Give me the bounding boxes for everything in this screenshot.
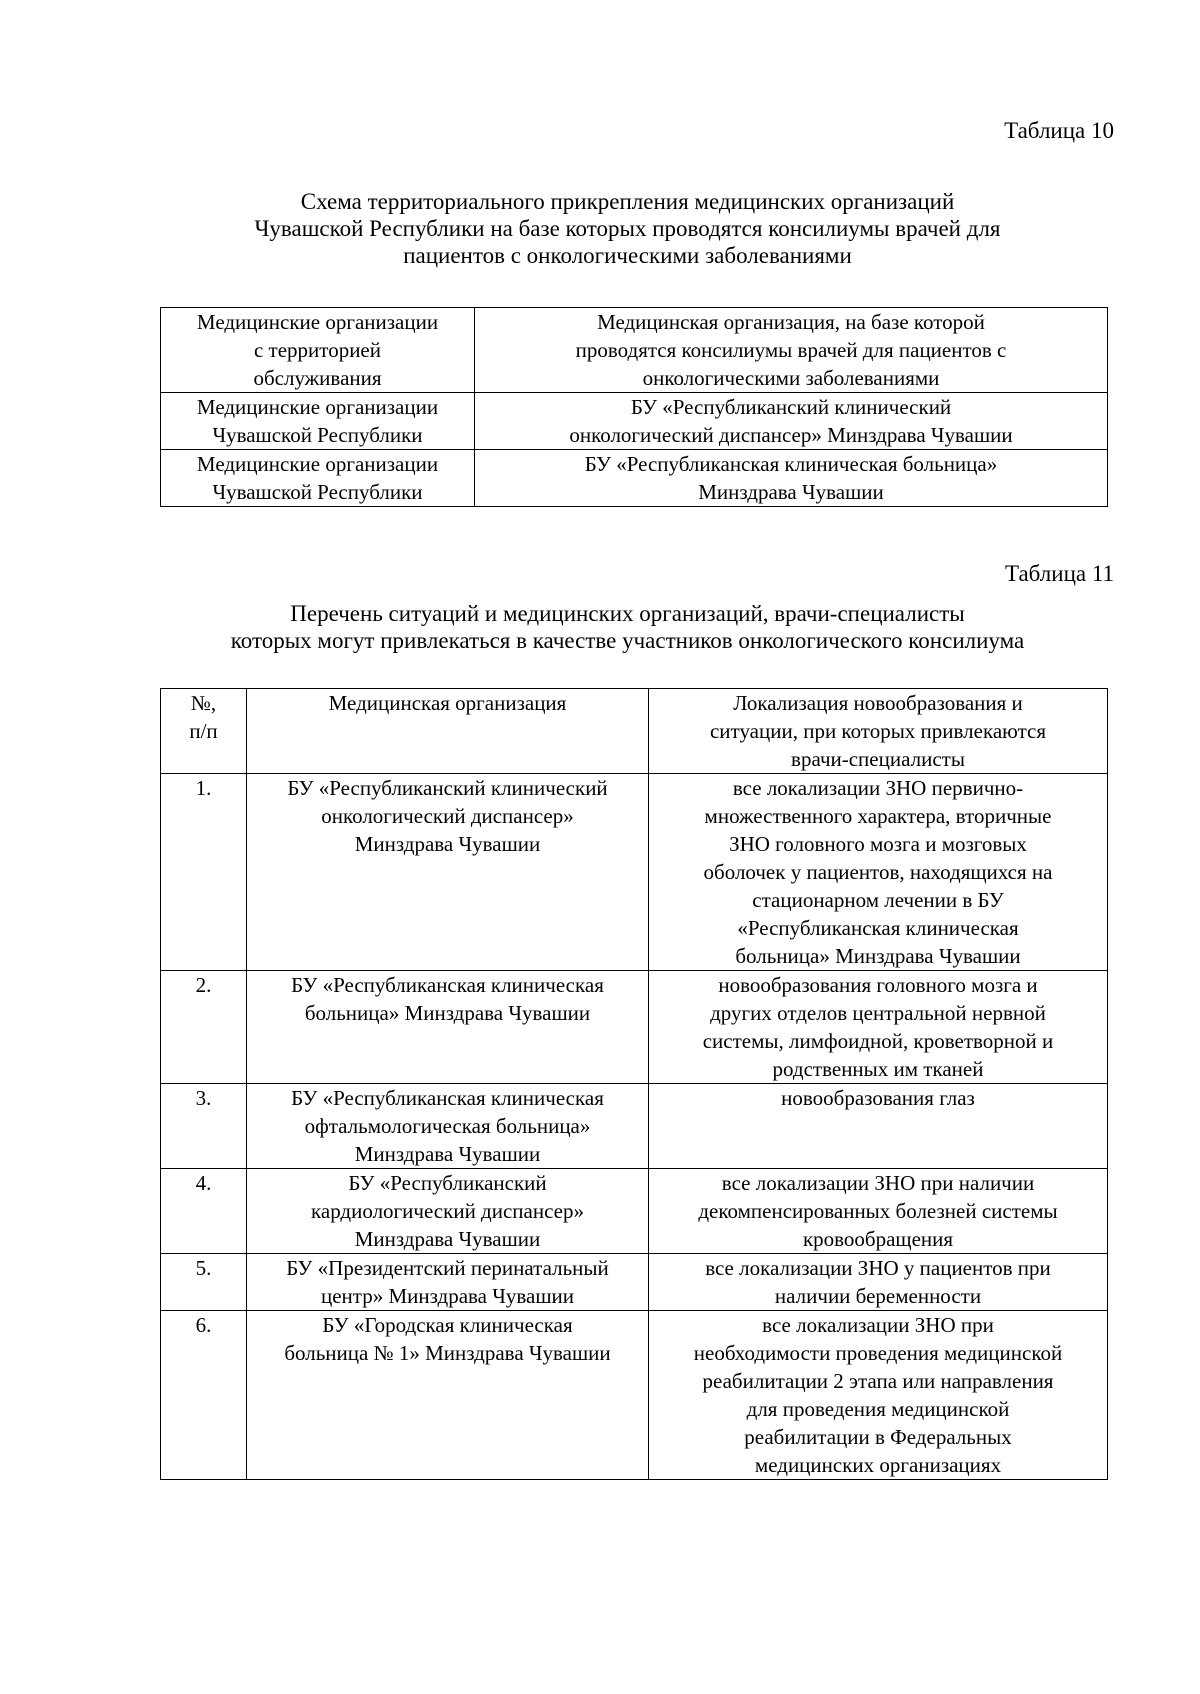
cell-text: с территорией — [253, 338, 381, 362]
cell-text: новообразования глаз — [781, 1086, 975, 1110]
cell-text: Чувашской Республики — [212, 423, 423, 447]
table-row — [161, 450, 1108, 507]
table-row — [161, 971, 1108, 1084]
cell-text: реабилитации 2 этапа или направления — [702, 1369, 1054, 1393]
cell-text: родственных им тканей — [772, 1057, 984, 1081]
cell-text: Медицинские организации — [196, 452, 439, 476]
header-cell-localization — [649, 689, 1108, 774]
row-localization — [649, 971, 1108, 1084]
row-localization — [649, 774, 1108, 971]
cell-text: Минздрава Чувашии — [354, 1142, 541, 1166]
cell-text: БУ «Республиканский клинический — [287, 776, 608, 800]
cell-text: медицинских организациях — [754, 1453, 1002, 1477]
cell-text: наличии беременности — [774, 1284, 982, 1308]
row-organization — [247, 1084, 649, 1169]
cell-text: все локализации ЗНО при — [762, 1313, 994, 1337]
cell-text: Медицинские организации — [196, 310, 439, 334]
table-row — [161, 1311, 1108, 1480]
table-10-title — [160, 188, 1095, 269]
cell-text: кровообращения — [802, 1227, 954, 1251]
cell-text: больница» Минздрава Чувашии — [304, 1001, 591, 1025]
row-number: 4. — [161, 1169, 247, 1254]
cell-text: БУ «Республиканский клинический — [630, 395, 952, 419]
cell-text: врачи-специалисты — [791, 747, 965, 771]
cell-text: больница» Минздрава Чувашии — [735, 944, 1021, 968]
cell-text: оболочек у пациентов, находящихся на — [703, 860, 1053, 884]
cell-text: кардиологический диспансер» — [311, 1199, 584, 1223]
row-localization — [649, 1311, 1108, 1480]
table-11-title-line: Перечень ситуаций и медицинских организаций, врачи-специалисты — [290, 601, 965, 626]
row-number: 5. — [161, 1254, 247, 1311]
row-number: 3. — [161, 1084, 247, 1169]
table-row — [161, 1254, 1108, 1311]
table-cell — [475, 393, 1108, 450]
row-number: 2. — [161, 971, 247, 1084]
cell-text: онкологический диспансер» Минздрава Чувашии — [569, 423, 1013, 447]
header-cell-number — [161, 689, 247, 774]
row-organization — [247, 1311, 649, 1480]
row-number: 6. — [161, 1311, 247, 1480]
cell-text: онкологическими заболеваниями — [642, 366, 940, 390]
cell-text: все локализации ЗНО при наличии — [721, 1171, 1035, 1195]
cell-text: все локализации ЗНО у пациентов при — [705, 1256, 1051, 1280]
cell-text: обслуживания — [253, 366, 382, 390]
table-10-title-line: Чувашской Республики на базе которых проводятся консилиумы врачей для — [254, 216, 1001, 241]
row-organization — [247, 971, 649, 1084]
cell-text: необходимости проведения медицинской — [693, 1341, 1063, 1365]
cell-text: больница № 1» Минздрава Чувашии — [284, 1341, 611, 1365]
cell-text: офтальмологическая больница» — [304, 1114, 591, 1138]
cell-text: новообразования головного мозга и — [718, 973, 1038, 997]
row-localization — [649, 1254, 1108, 1311]
cell-text: ситуации, при которых привлекаются — [709, 719, 1046, 743]
cell-text: других отделов центральной нервной — [710, 1001, 1046, 1025]
cell-text: Минздрава Чувашии — [698, 480, 884, 504]
cell-text: множественного характера, вторичные — [704, 804, 1052, 828]
cell-text: для проведения медицинской — [746, 1397, 1010, 1421]
table-header-row — [161, 689, 1108, 774]
cell-text: БУ «Президентский перинатальный — [286, 1256, 609, 1280]
cell-text: все локализации ЗНО первично- — [732, 776, 1024, 800]
cell-text: проводятся консилиумы врачей для пациентов с — [575, 338, 1007, 362]
territorial-attachment-table — [160, 307, 1108, 507]
cell-text: Медицинская организация, на базе которой — [597, 310, 985, 334]
table-cell — [161, 393, 475, 450]
table-cell — [475, 450, 1108, 507]
cell-text: п/п — [189, 719, 218, 743]
table-row — [161, 1169, 1108, 1254]
table-10-title-line: пациентов с онкологическими заболеваниями — [403, 243, 852, 268]
cell-text: Локализация новообразования и — [733, 691, 1023, 715]
table-11-title — [160, 600, 1095, 654]
table-row — [161, 774, 1108, 971]
row-localization — [649, 1084, 1108, 1169]
cell-text: онкологический диспансер» — [321, 804, 574, 828]
cell-text: №, — [190, 691, 217, 715]
cell-text: Чувашской Республики — [212, 480, 423, 504]
cell-text: реабилитации в Федеральных — [744, 1425, 1012, 1449]
cell-text: ЗНО головного мозга и мозговых — [729, 832, 1027, 856]
table-11-label: Таблица 11 — [1004, 561, 1114, 586]
header-cell-organization — [247, 689, 649, 774]
header-cell — [161, 308, 475, 393]
cell-text: Минздрава Чувашии — [354, 832, 541, 856]
row-number: 1. — [161, 774, 247, 971]
consilium-participants-table — [160, 688, 1108, 1480]
cell-text: БУ «Республиканский — [348, 1171, 547, 1195]
header-cell — [475, 308, 1108, 393]
cell-text: системы, лимфоидной, кроветворной и — [702, 1029, 1054, 1053]
cell-text: БУ «Городская клиническая — [322, 1313, 573, 1337]
table-cell — [161, 450, 475, 507]
cell-text: БУ «Республиканская клиническая больница» — [584, 452, 998, 476]
cell-text: Медицинские организации — [196, 395, 439, 419]
cell-text: БУ «Республиканская клиническая — [291, 973, 604, 997]
row-localization — [649, 1169, 1108, 1254]
table-10-label: Таблица 10 — [1004, 118, 1114, 143]
cell-text: Минздрава Чувашии — [354, 1227, 541, 1251]
table-10-title-line: Схема территориального прикрепления медицинских организаций — [300, 189, 955, 214]
table-header-row — [161, 308, 1108, 393]
cell-text: БУ «Республиканская клиническая — [291, 1086, 604, 1110]
row-organization — [247, 1169, 649, 1254]
cell-text: декомпенсированных болезней системы — [698, 1199, 1058, 1223]
cell-text: стационарном лечении в БУ — [752, 888, 1004, 912]
table-11-title-line: которых могут привлекаться в качестве участников онкологического консилиума — [230, 628, 1025, 653]
cell-text: Медицинская организация — [328, 691, 567, 715]
row-organization — [247, 774, 649, 971]
table-row — [161, 1084, 1108, 1169]
table-row — [161, 393, 1108, 450]
cell-text: «Республиканская клиническая — [737, 916, 1019, 940]
row-organization — [247, 1254, 649, 1311]
cell-text: центр» Минздрава Чувашии — [320, 1284, 574, 1308]
